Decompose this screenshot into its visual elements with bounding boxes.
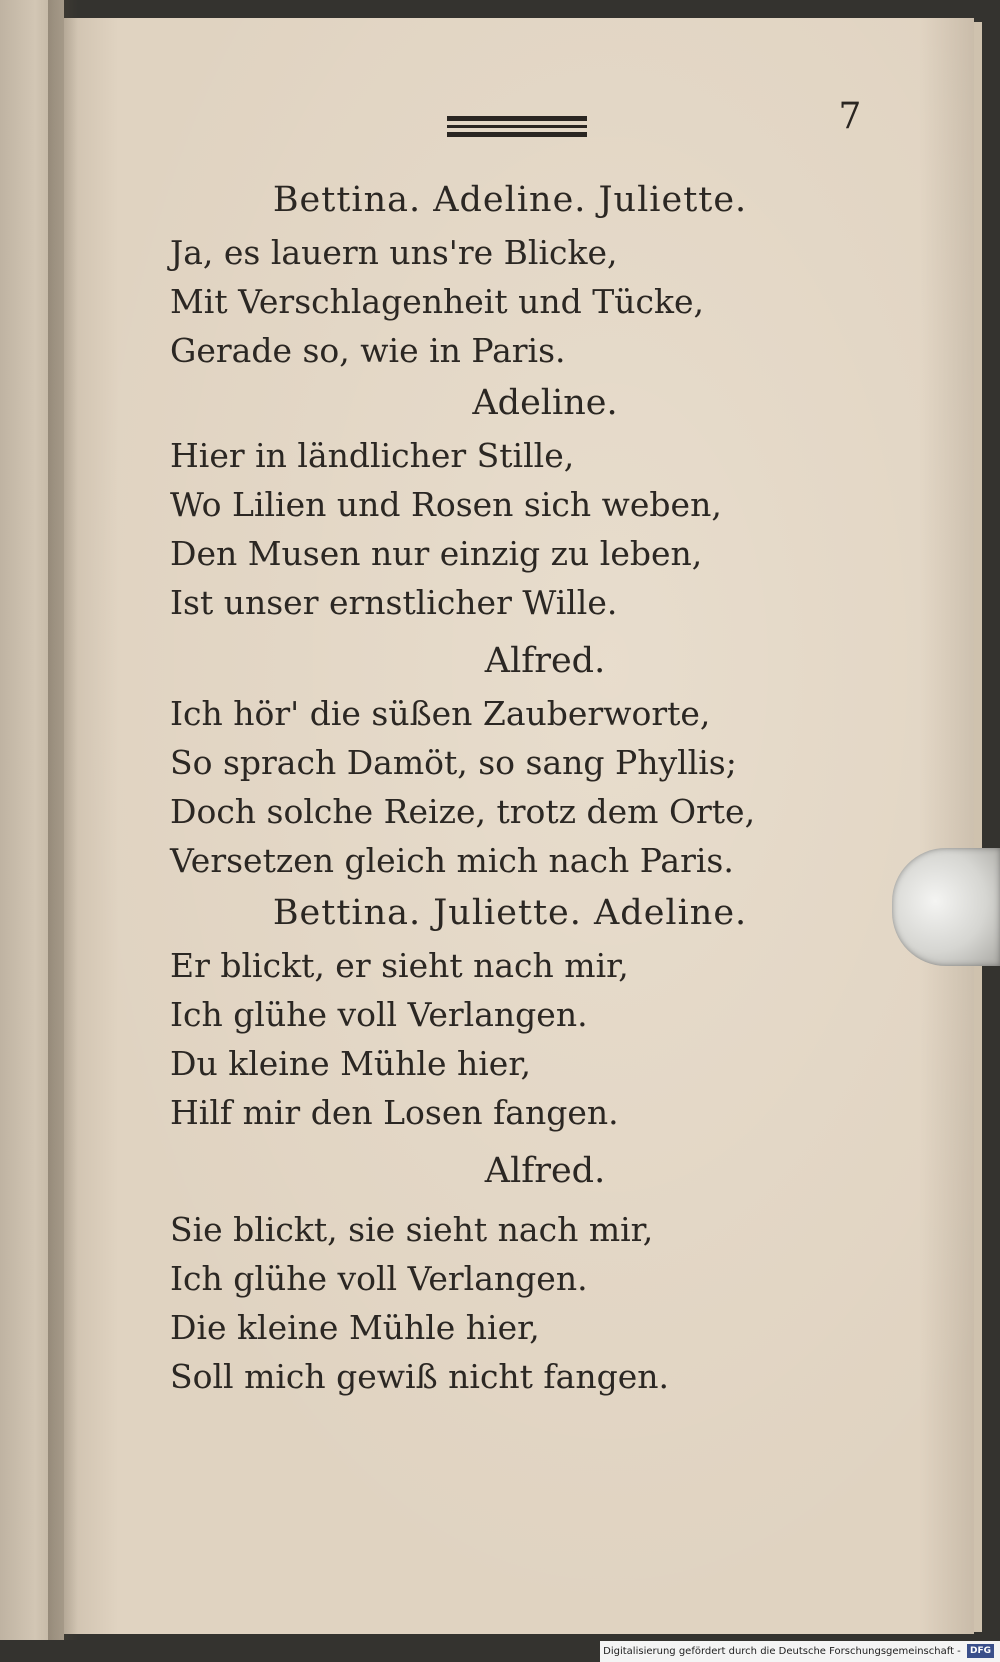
rule-line-bottom: [447, 132, 587, 137]
speaker-heading: Adeline.: [472, 383, 618, 423]
verse-line: Soll mich gewiß nicht fangen.: [170, 1357, 669, 1396]
credit-text: Digitalisierung gefördert durch die Deutsche Forschungsgemeinschaft -: [603, 1646, 961, 1657]
page-clip: [892, 848, 1000, 966]
page-fore-edge: [974, 22, 982, 1632]
header-rule: [447, 116, 587, 138]
page-text: [170, 172, 790, 1401]
verse-line: Wo Lilien und Rosen sich weben,: [170, 485, 722, 524]
verse-line: Die kleine Mühle hier,: [170, 1308, 540, 1347]
verse-line: Mit Verschlagenheit und Tücke,: [170, 282, 704, 321]
verse-line: Hier in ländlicher Stille,: [170, 436, 575, 475]
speaker-heading: Alfred.: [484, 641, 606, 681]
rule-line-top: [447, 116, 587, 121]
verse-line: Ich glühe voll Verlangen.: [170, 1259, 588, 1298]
verse-line: Ich hör' die süßen Zauberworte,: [170, 694, 711, 733]
verse-line: Sie blickt, sie sieht nach mir,: [170, 1210, 654, 1249]
verse-line: Versetzen gleich mich nach Paris.: [170, 841, 734, 880]
verse-line: Du kleine Mühle hier,: [170, 1044, 531, 1083]
verse-line: Er blickt, er sieht nach mir,: [170, 946, 629, 985]
rule-line-middle: [447, 125, 587, 128]
verse-line: Ist unser ernstlicher Wille.: [170, 583, 618, 622]
verse-line: Hilf mir den Losen fangen.: [170, 1093, 619, 1132]
verse-line: Ja, es lauern uns're Blicke,: [170, 233, 618, 272]
speaker-heading: Bettina. Adeline. Juliette.: [272, 180, 748, 220]
gutter-shadow: [48, 0, 78, 1640]
speaker-heading: Bettina. Juliette. Adeline.: [272, 893, 748, 933]
verse-line: Ich glühe voll Verlangen.: [170, 995, 588, 1034]
speaker-heading: Alfred.: [484, 1151, 606, 1191]
verse-line: Den Musen nur einzig zu leben,: [170, 534, 703, 573]
verse-line: Gerade so, wie in Paris.: [170, 331, 566, 370]
verse-line: Doch solche Reize, trotz dem Orte,: [170, 792, 756, 831]
page-number: 7: [838, 96, 862, 137]
dfg-logo-icon: DFG: [967, 1644, 994, 1658]
verse-line: So sprach Damöt, so sang Phyllis;: [170, 743, 737, 782]
digitization-credit: [600, 1641, 1000, 1662]
